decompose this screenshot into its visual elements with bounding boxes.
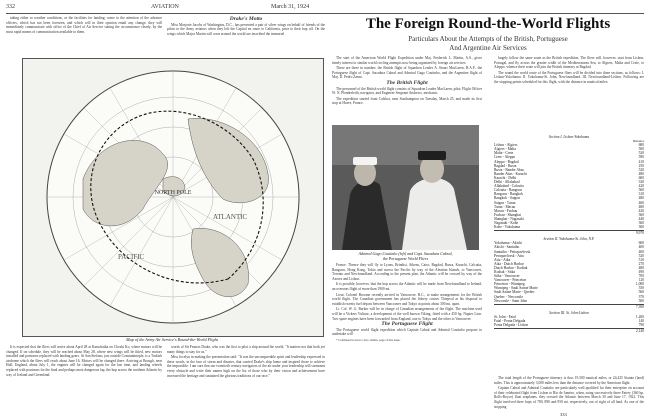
leg-name: Crete - Aleppo (494, 155, 516, 160)
section-total: 9,970 (494, 230, 644, 235)
leg-name: Bander Abas - Karachi (494, 171, 527, 176)
article-subtitle (338, 35, 638, 53)
leg-distance: 520 (638, 253, 644, 258)
leg-distance: 420 (638, 208, 644, 213)
leg-distance: 700 (638, 274, 644, 279)
leg-distance: 680 (638, 143, 644, 148)
leg-distance: 1,000 (635, 282, 644, 287)
leg-name: Santutho - Petropavlovsk (494, 249, 531, 254)
photo-illustration (332, 125, 479, 250)
section-heading: Drake's Motto (229, 16, 263, 22)
footnote: * Continued in next to last column, page of this issue. (336, 337, 401, 342)
paragraph: The personnel of the British world flight consists of Squadron Leader MacLaren, pilot; Flight Officer W. N. Plenderleith, navigator, and Engineer Sergeant Andrews, mechanic. (332, 86, 482, 96)
leg-name: Faial - Ponta Delgada (494, 319, 526, 324)
leg-distance: 500 (638, 298, 644, 303)
left-column-bottom (6, 345, 162, 417)
leg-name: Macau - Fuchau (494, 208, 518, 213)
polar-map-svg (23, 59, 323, 336)
leg-distance: 440 (638, 216, 644, 221)
section-heading: The Portuguese Flight (381, 321, 433, 328)
right-left-column-top (332, 56, 482, 124)
leg-distance: 480 (638, 265, 644, 270)
leg-name: Bangkok - Saigon (494, 196, 520, 201)
itinerary-row (494, 225, 644, 229)
map-caption: Map of the Army Air Service's Round-the-World Flight (126, 337, 218, 342)
section-total: 7,390 (494, 304, 644, 309)
leg-name: Kobe - Yokohama (494, 225, 521, 230)
itinerary-table (494, 133, 644, 333)
leg-name: Nagasaki - Kobe (494, 220, 519, 225)
leg-name: Rangoon - Bangkok (494, 192, 523, 197)
leg-distance: 480 (638, 171, 644, 176)
paragraph: The expedition started from Calshot, near Southampton on Tuesday, March 25, and made its first stop at Havre, France. (332, 96, 482, 106)
paragraph: largely follow the same route as the British expedition. The fliers will, however, start from Lisbon, Portugal, and fly across the greater width of the Mediterranean Sea, to Algiers, Malta and Crete, to Aleppo, whence their route will join the British itinerary at Bagdad. (494, 56, 644, 70)
leg-distance: 600 (638, 175, 644, 180)
photo-caption (332, 251, 479, 261)
leg-name: Busra - Bander Abas (494, 167, 524, 172)
leg-distance: 140 (638, 319, 644, 324)
leg-name: Bagdad - Busra (494, 163, 517, 168)
leg-name: Sitka - Vancouver (494, 274, 520, 279)
section-title: Section III. St. John-Lisbon (549, 310, 589, 315)
paragraph: France. Thence they will fly to Lyons, Brindisi, Athens, Cairo, Bagdad, Busra, Karachi, Calcutta, Rangoon, Hong Kong, Tokio and across the Pacific by way of the Aleutian Islands, to Vancouver, Toronto and Newfoundland. According to the present plan, the Atlantic will be crossed by way of the Azores and Lisbon. (332, 263, 482, 281)
section-heading: The British Flight (386, 79, 428, 86)
middle-column-bottom (167, 345, 325, 417)
section-title: Section II. Yokohama-St. John, N.F. (543, 237, 595, 242)
leg-name: Turan - Macau (494, 204, 516, 209)
leg-distance: 790 (638, 323, 644, 328)
leg-distance: 300 (638, 225, 644, 230)
middle-column-top (167, 16, 325, 54)
ocean-label-pacific: PACIFIC (118, 253, 145, 261)
leg-name: Karachi - Delhi (494, 175, 517, 180)
leg-distance: 480 (638, 196, 644, 201)
leg-distance: 270 (638, 261, 644, 266)
paragraph: Lt. Col. W. G. Barker will be in charge of Canadian arrangements of the flight. The machine used will be a Vickers Vulture, a development of the well known Viking, fitted with a 450 hp. Napier Lion. Two spare engines have been forwarded from England, one to Tokyo and the other to Vancouver. (332, 307, 482, 321)
leg-name: Winnipeg - Sault Sainte Marie (494, 286, 538, 291)
leg-distance: 310 (638, 192, 644, 197)
leg-name: Petropavlovsk - Attu (494, 253, 524, 258)
paragraph: The round the world route of the Portuguese fliers will be divided into three sections, as follows: I. Lisbon-Yokohama. II. Yokohama-St. John, Newfoundland. III. Newfoundland-Lisbon. Following are the stopping points scheduled for this flight, with the distance in nautical miles: (494, 70, 644, 84)
paragraph: It is possible, however, that the hop across the Atlantic will be made from Newfoundland to Ireland, an overseas flight of more than 1900 mi. (332, 282, 482, 291)
itinerary-row (494, 323, 644, 327)
leg-name: Allahabad - Calcutta (494, 184, 524, 189)
leg-distance: 490 (638, 270, 644, 274)
leg-name: Calcutta - Rangoon (494, 188, 522, 193)
distance-header: Distance (632, 139, 644, 144)
world-map-figure (22, 58, 324, 337)
leg-name: Attu - Atka (494, 257, 511, 262)
paragraph: Miss Jocelyn in making the presentation said: "It was the unconquerable spirit and leadership expressed in these words, in the face of storm and disaster, that carried Drake's ship home and inspired those to achieve the impossible. I am sure that our twentieth century navigators of the air under your leadership will surmount every obstacle and write their names high on the list of those who by their vision and achievement have increased the heritage and sustained the glorious traditions of our race." (167, 355, 325, 378)
photo-caption-line: Admiral Gago Coutinho (left) and Capt. Sacadura Cabral, (358, 251, 453, 256)
leg-distance: 480 (638, 204, 644, 209)
leg-name: Sault Sainte Marie - Quebec (494, 290, 535, 295)
leg-name: Saigon - Turan (494, 200, 516, 205)
leg-distance: 120 (638, 278, 644, 283)
leg-name: Vancouver - Princeton (494, 278, 527, 283)
paragraph: The Portuguese world flight expedition which Captain Cabral and Admiral Coutinho propose to undertake will (332, 327, 482, 337)
leg-distance: 460 (638, 200, 644, 205)
paragraph: Lieut. Colonel Broome recently arrived in Vancouver, B.C., to make arrangements for the British world flight. The Canadian government has placed the fishery cruiser Thiepval at his disposal to establish twenty fuel depots between Vancouver and Tokyo at points about 300 mi. apart. (332, 292, 482, 306)
leg-distance: 510 (638, 257, 644, 262)
ocean-label-atlantic: ATLANTIC (213, 213, 248, 221)
leg-distance: 590 (638, 155, 644, 160)
leg-distance: 410 (638, 159, 644, 164)
leg-name: Atka - Dutch Harbor (494, 261, 524, 266)
section-total: 2,140 (494, 328, 644, 333)
figure-right-cap (418, 151, 446, 160)
paragraph: It is expected that the fliers will arrive about April 28 at Kamchatka on Choshi Ko, where motors will be changed. If on schedule, they will be reached about May 28, where new wings will be fitted, new motors installed and pontoons replaced with landing gears. At San Stefano, just outside Constantinople, is a Turkish airdrome which the fliers will reach about June 16. Motors will be changed there. Arriving at Brough, near Hull, England, about July 1, the engines will be changed again for the last time, and landing wheels replaced with pontoons for the final and perhaps most dangerous lap, the hop across the northern Atlantic by way of Iceland and Greenland. (6, 345, 162, 377)
leg-distance: 520 (638, 151, 644, 156)
leg-name: St. John - Faial (494, 314, 516, 319)
leg-name: Newcastle - Saint John (494, 298, 528, 303)
photo-caption-line: the Portuguese World Fliers (382, 256, 429, 261)
leg-name: Shanghai - Nagasaki (494, 216, 524, 221)
leg-name: Akishi - Santutho (494, 245, 520, 250)
leg-name: Dutch Harbor - Kodiak (494, 265, 528, 270)
leg-distance: 550 (638, 286, 644, 291)
leg-distance: 420 (638, 184, 644, 189)
leg-distance: 330 (638, 180, 644, 185)
leg-name: Kodiak - Sitka (494, 270, 515, 274)
right-right-column-top (494, 56, 644, 132)
leg-distance: 560 (638, 290, 644, 295)
leg-distance: 370 (638, 294, 644, 299)
paragraph: words of Sir Francis Drake, who was the first to pilot a ship around the world, "It matters not that both yet many things to stay for us." (167, 345, 325, 354)
leg-distance: 250 (638, 163, 644, 168)
leg-name: Algiers - Malta (494, 147, 516, 152)
leg-distance: 360 (638, 212, 644, 217)
itinerary-row (494, 299, 644, 303)
magazine-name: AVIATION (151, 4, 179, 10)
leg-distance: 360 (638, 220, 644, 225)
paragraph: The start of the American World Flight Expedition under Maj. Frederick L. Martin, A.S., gives timely interest to similar world circling attempts now being organized by foreign air services. (332, 56, 482, 65)
leg-distance: 400 (638, 245, 644, 250)
paragraph: Captain Cabral and Admiral Coutinho are particularly well qualified for their enterprise on account of their celebrated flight from Lisbon to Rio de Janeiro, when, using successively three Fairey (360 hp. Rolls-Royce) float seaplanes, they crossed the Atlantic between March 30 and June 17, 1922. This flight involved three hops of 780, 890 and 950 mi. respectively, out of sight of all land. As one of the stopping (494, 386, 644, 409)
figure-left-cap (353, 157, 377, 165)
leg-name: Yokohama - Akishi (494, 241, 522, 246)
leg-distance: 600 (638, 241, 644, 246)
leg-name: Quebec - Newcastle (494, 294, 523, 299)
issue-date: March 31, 1924 (271, 4, 310, 10)
paragraph: These are three in number: the British flight of Squadron Leader A. Stuart MacLaren, R.A.F., the Portuguese flight of Capt. Sacadura Cabral and Admiral Gago Coutinho, and the Argentine flight of Maj. D. Pedro Zanni. (332, 66, 482, 80)
paragraph: The total length of the Portuguese itinerary is thus 19,500 nautical miles, or 24,425 Statute (land) miles. This is approximately 3,000 miles less than the distance covered by the American flight. (494, 376, 644, 385)
leg-name: Lisbon - Algiers (494, 143, 518, 148)
leg-name: Fuchau - Shanghai (494, 212, 521, 217)
left-column-top (6, 16, 162, 54)
leg-distance: 1,200 (635, 314, 644, 319)
leg-distance: 520 (638, 167, 644, 172)
paragraph: Miss Marjorie Jacobs of Washington, D.C., has presented a pair of silver wings on behalf of friends of the pilots to the Army aviators when they left the Capitol en route to California, prior to their hop off. On the wings which Major Martin will wear around the world are inscribed the immortal (167, 22, 325, 36)
leg-distance: 500 (638, 147, 644, 152)
right-right-column-bottom (494, 376, 644, 412)
section-title: Section I. Lisbon-Yokohama (548, 135, 590, 139)
leg-name: Ponta Delgada - Lisbon (494, 323, 529, 328)
leg-distance: 560 (638, 188, 644, 193)
subtitle-line: And Argentine Air Services (449, 44, 527, 52)
header-rule (6, 13, 644, 14)
right-left-column-bottom (332, 263, 482, 418)
leg-name: Aleppo - Bagdad (494, 159, 519, 164)
leg-name: Princeton - Winnipeg (494, 282, 525, 287)
page-number-right: 333 (560, 412, 567, 417)
leg-distance: 400 (638, 249, 644, 254)
subtitle-line: Particulars About the Attempts of the British, Portuguese (408, 35, 568, 43)
aviators-photo (332, 125, 479, 250)
paragraph: taking either to weather conditions, or the facilities for landing; come to the attention of the advance officers, which has not been foreseen, and which will in their opinion entail any change, they will immediately communicate with office of the Chief of Air Service stating the circumstance clearly, by the most rapid means of communication available to them. (6, 16, 162, 34)
page-number-left: 332 (6, 4, 15, 10)
leg-name: Malta - Crete (494, 151, 514, 156)
pole-label: NORTH POLE (154, 190, 192, 196)
article-title: The Foreign Round-the-World Flights (365, 16, 611, 32)
leg-name: Delhi - Allahabad (494, 180, 520, 185)
